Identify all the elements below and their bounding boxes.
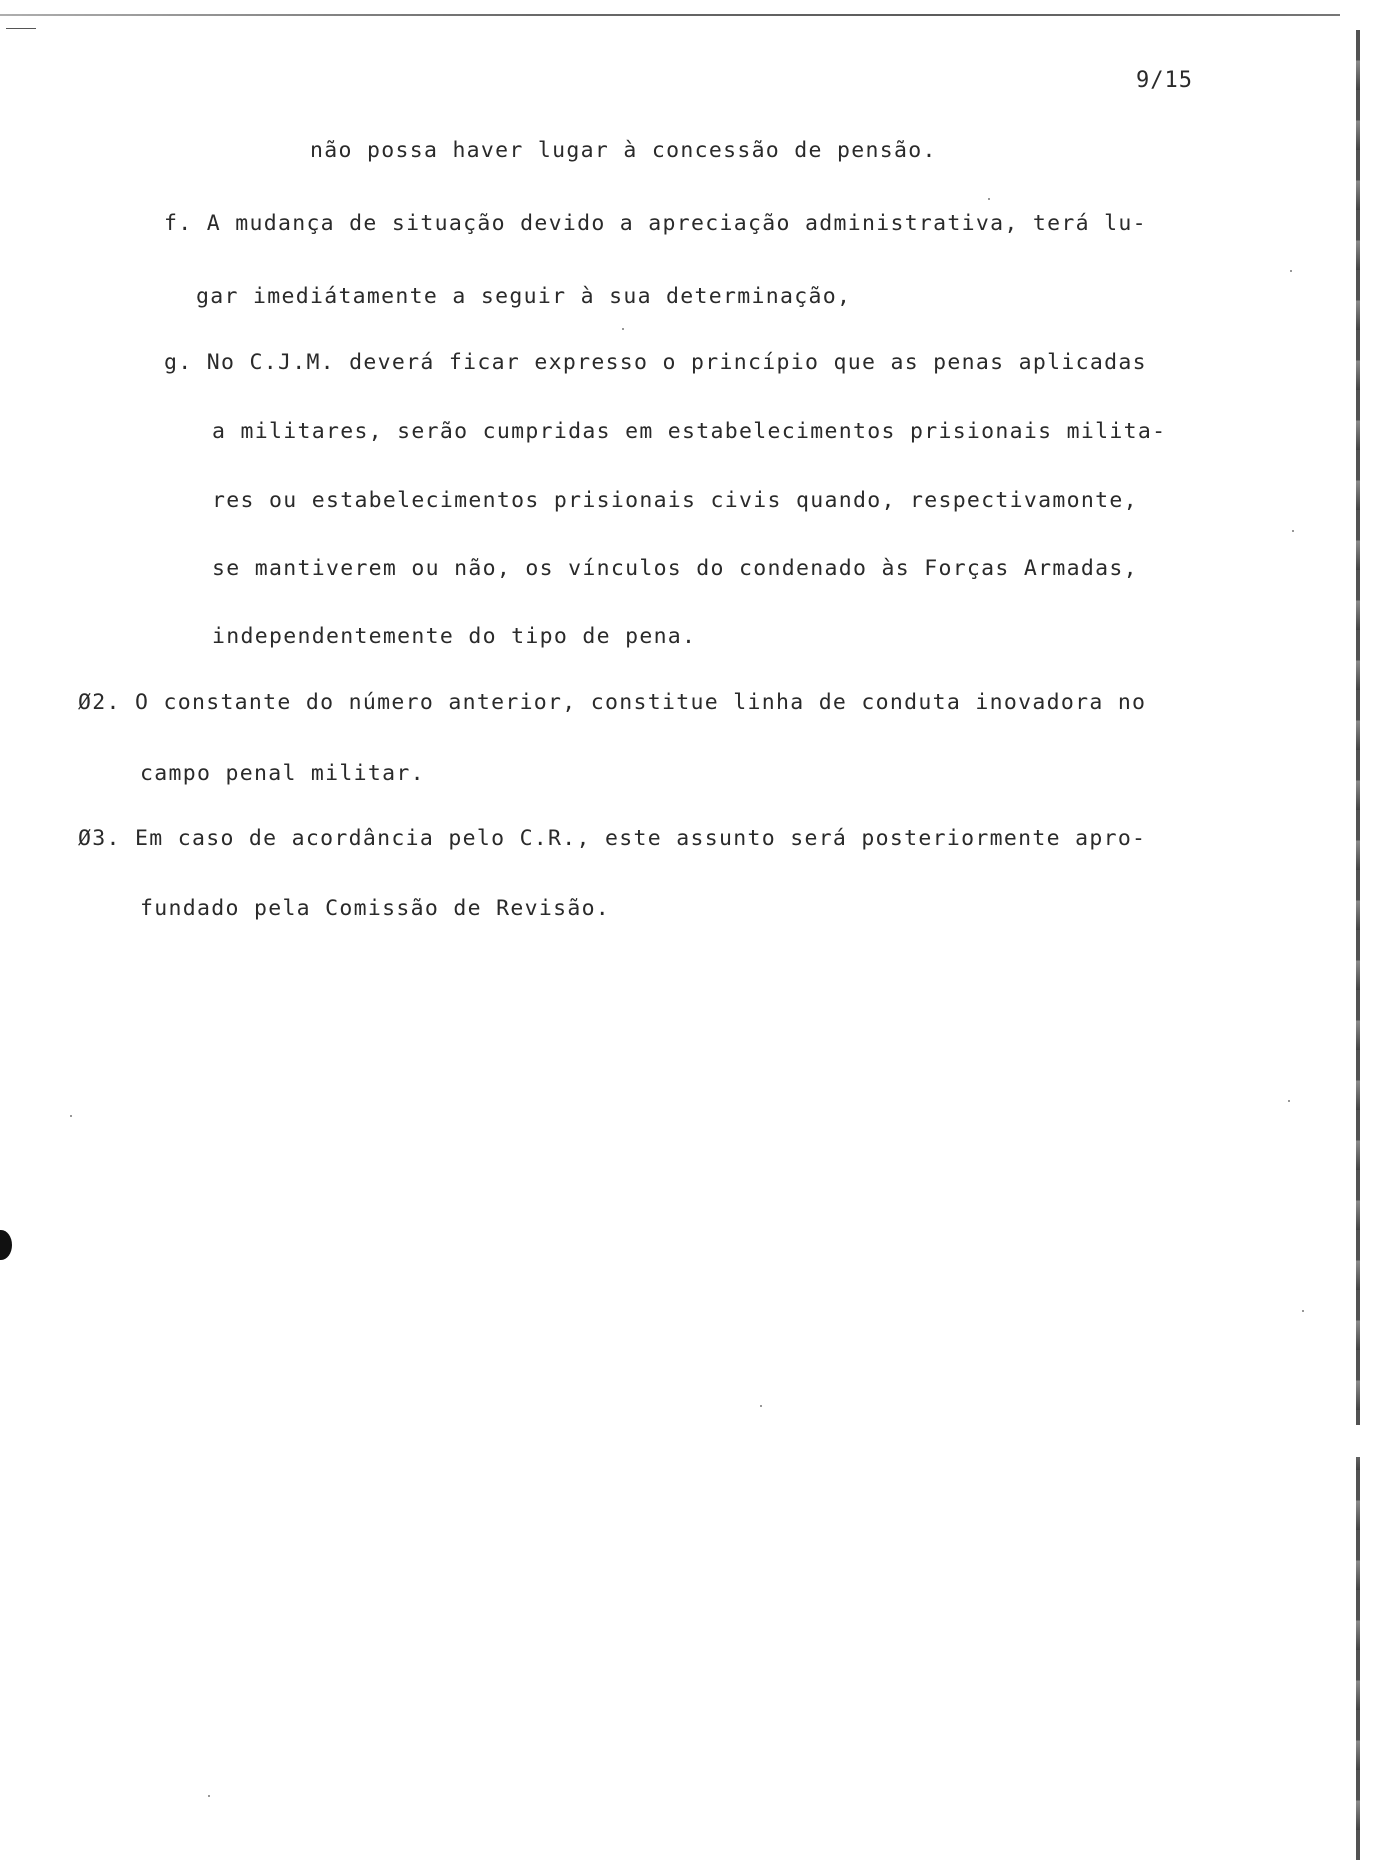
text-line: a militares, serão cumpridas em estabelecimentos prisionais milita- [212,419,1167,444]
text-line: independentemente do tipo de pena. [212,624,697,649]
text-line: campo penal militar. [140,761,425,786]
text-line: não possa haver lugar à concessão de pensão. [310,138,937,163]
scan-speck [760,1405,762,1407]
scan-speck [1290,270,1292,272]
scan-speck [988,198,990,200]
scan-speck [1292,530,1294,532]
scan-right-edge-gap [1352,1425,1366,1457]
text-line: res ou estabelecimentos prisionais civis quando, respectivamonte, [212,488,1138,513]
text-line: f. A mudança de situação devido a apreciação administrativa, terá lu- [164,211,1147,236]
text-line: se mantiverem ou não, os vínculos do condenado às Forças Armadas, [212,556,1138,581]
text-line: gar imediátamente a seguir à sua determinação, [196,284,852,309]
scan-speck [622,328,624,330]
punch-hole-mark [0,1230,12,1260]
text-line: Ø3. Em caso de acordância pelo C.R., este assunto será posteriormente apro- [78,826,1147,851]
text-line: g. No C.J.M. deverá ficar expresso o princípio que as penas aplicadas [164,350,1147,375]
page-number: 9/15 [1136,68,1193,93]
scan-top-dash [6,28,36,29]
scan-speck [1288,1100,1290,1102]
scan-speck [208,1795,210,1797]
scan-top-edge [0,14,1340,16]
text-line: fundado pela Comissão de Revisão. [140,896,611,921]
text-line: Ø2. O constante do número anterior, constitue linha de conduta inovadora no [78,690,1147,715]
scan-right-edge [1356,30,1360,1860]
scan-speck [1302,1310,1304,1312]
scan-speck [70,1115,72,1117]
